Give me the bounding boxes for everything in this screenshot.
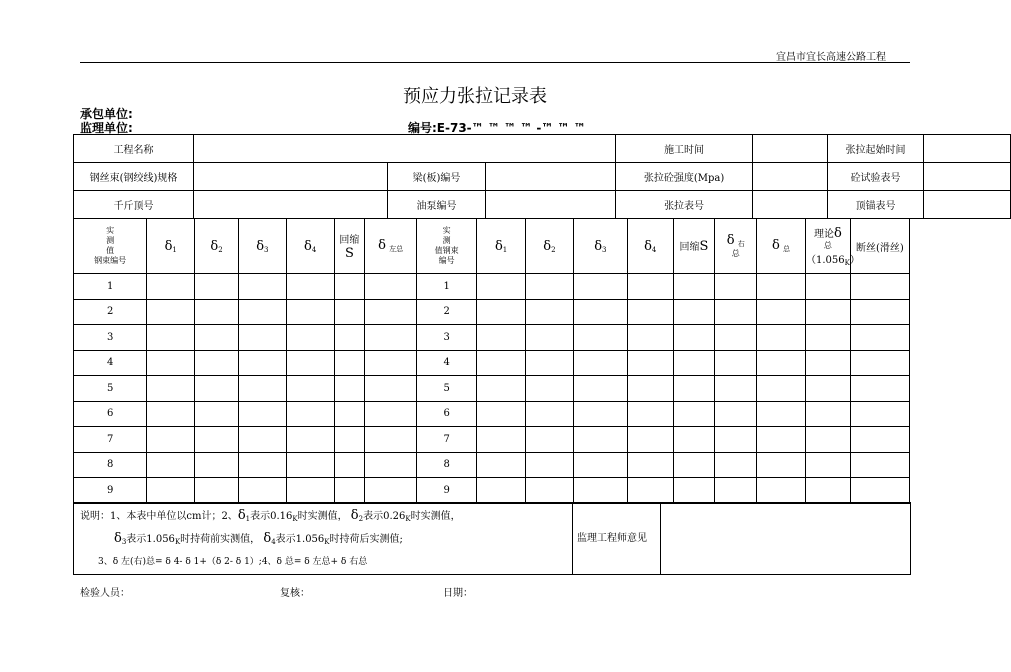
measurement-cell[interactable] (526, 376, 574, 402)
measurement-cell[interactable] (334, 427, 365, 453)
measurement-cell[interactable] (365, 401, 417, 427)
construction-time-label: 施工时间 (616, 135, 753, 163)
measurement-cell[interactable] (757, 299, 806, 325)
measurement-cell[interactable] (850, 350, 909, 376)
measurement-cell[interactable] (673, 376, 715, 402)
measurement-cell[interactable] (238, 452, 286, 478)
measurement-cell[interactable] (573, 325, 627, 351)
measurement-cell[interactable] (365, 427, 417, 453)
gauge-no-label: 张拉表号 (616, 191, 753, 219)
measurement-cell[interactable] (673, 478, 715, 504)
measurement-cell[interactable] (805, 452, 850, 478)
gauge-no-value[interactable] (753, 191, 828, 219)
supervisor-opinion-value[interactable] (661, 503, 911, 575)
header-delta3-left: $\delta_3$ (238, 219, 286, 274)
measurement-cell[interactable] (286, 478, 334, 504)
row-number-right: 3 (417, 325, 477, 351)
header-measured-right: 实 测 值钢束 编号 (417, 219, 477, 274)
notes-table (73, 502, 911, 575)
table-row (74, 299, 910, 325)
measurement-cell[interactable] (334, 376, 365, 402)
row-number-left: 5 (74, 376, 147, 402)
measurement-cell[interactable] (286, 376, 334, 402)
measurement-cell[interactable] (627, 401, 673, 427)
measurement-cell[interactable] (238, 274, 286, 300)
supervisor-label: 监理单位: (80, 121, 133, 135)
measurement-cell[interactable] (286, 401, 334, 427)
measurement-cell[interactable] (286, 325, 334, 351)
measurement-cell[interactable] (238, 325, 286, 351)
measurement-cell[interactable] (526, 452, 574, 478)
measurement-cell[interactable] (850, 478, 909, 504)
row-number-right: 7 (417, 427, 477, 453)
measurement-cell[interactable] (238, 376, 286, 402)
measurement-cell[interactable] (365, 452, 417, 478)
measurement-cell[interactable] (757, 478, 806, 504)
measurement-cell[interactable] (715, 350, 757, 376)
inspector-label: 检验人员： (80, 588, 130, 599)
measurement-cell[interactable] (805, 299, 850, 325)
test-report-value[interactable] (924, 163, 1011, 191)
measurement-cell[interactable] (526, 274, 574, 300)
measurement-cell[interactable] (238, 401, 286, 427)
jack-no-value[interactable] (194, 191, 388, 219)
measurement-cell[interactable] (715, 376, 757, 402)
measurement-cell[interactable] (365, 350, 417, 376)
contractor-label: 承包单位: (80, 107, 133, 121)
measurement-cell[interactable] (334, 401, 365, 427)
header-measured-left: 实 测 值 钢束编号 (74, 219, 147, 274)
header-delta1-right: $\delta_1$ (477, 219, 526, 274)
measurement-cell[interactable] (850, 274, 909, 300)
row-number-right: 8 (417, 452, 477, 478)
header-delta2-left: $\delta_2$ (195, 219, 239, 274)
table-row (74, 452, 910, 478)
measurement-cell[interactable] (673, 325, 715, 351)
measurement-cell[interactable] (757, 427, 806, 453)
measurement-cell[interactable] (238, 427, 286, 453)
measurement-cell[interactable] (573, 376, 627, 402)
measurement-cell[interactable] (715, 274, 757, 300)
header-retraction-right: 回缩S (673, 219, 715, 274)
test-report-label: 砼试验表号 (828, 163, 924, 191)
measurement-cell[interactable] (365, 325, 417, 351)
measurement-cell[interactable] (715, 299, 757, 325)
reviewer-label: 复核： (280, 588, 310, 599)
header-total: δ $_总$ (757, 219, 806, 274)
concrete-strength-value[interactable] (753, 163, 828, 191)
measurement-cell[interactable] (526, 325, 574, 351)
measurement-cell[interactable] (805, 401, 850, 427)
measurement-cell[interactable] (238, 350, 286, 376)
table-row (74, 274, 910, 300)
measurement-cell[interactable] (627, 376, 673, 402)
measurement-cell[interactable] (757, 274, 806, 300)
measurement-cell[interactable] (334, 452, 365, 478)
header-delta4-right: $\delta_4$ (627, 219, 673, 274)
header-rule (80, 62, 910, 63)
measurement-cell[interactable] (573, 401, 627, 427)
measurement-cell[interactable] (477, 350, 526, 376)
start-time-label: 张拉起始时间 (828, 135, 924, 163)
measurement-cell[interactable] (627, 350, 673, 376)
concrete-strength-label: 张拉砼强度(Mpa) (616, 163, 753, 191)
measurement-cell[interactable] (286, 299, 334, 325)
header-theory: 理论δ 总 $(1.056_K)$ (805, 219, 850, 274)
measurement-cell[interactable] (238, 299, 286, 325)
header-delta1-left: $\delta_1$ (147, 219, 195, 274)
header-delta2-right: $\delta_2$ (526, 219, 574, 274)
date-label: 日期： (443, 588, 473, 599)
measurement-cell[interactable] (850, 452, 909, 478)
measurement-cell[interactable] (526, 478, 574, 504)
measurement-cell[interactable] (627, 299, 673, 325)
measurement-cell[interactable] (805, 350, 850, 376)
start-time-value[interactable] (924, 135, 1011, 163)
beam-no-value[interactable] (486, 163, 616, 191)
measurement-cell[interactable] (757, 452, 806, 478)
measurement-cell[interactable] (477, 376, 526, 402)
header-delta4-left: $\delta_4$ (286, 219, 334, 274)
table-row (74, 427, 910, 453)
measurement-cell[interactable] (334, 325, 365, 351)
measurement-cell[interactable] (286, 452, 334, 478)
measurement-cell[interactable] (673, 350, 715, 376)
pump-no-label: 油泵编号 (388, 191, 486, 219)
measurement-cell[interactable] (334, 478, 365, 504)
measurement-cell[interactable] (805, 325, 850, 351)
measurement-cell[interactable] (477, 299, 526, 325)
measurement-cell[interactable] (715, 325, 757, 351)
measurement-cell[interactable] (334, 274, 365, 300)
measurement-cell[interactable] (627, 274, 673, 300)
measurement-cell[interactable] (365, 376, 417, 402)
measurement-cell[interactable] (673, 401, 715, 427)
measurement-cell[interactable] (147, 376, 195, 402)
measurement-cell[interactable] (850, 427, 909, 453)
measurement-cell[interactable] (805, 478, 850, 504)
table-row (74, 350, 910, 376)
measurement-cell[interactable] (286, 350, 334, 376)
measurement-cell[interactable] (573, 299, 627, 325)
table-row (74, 401, 910, 427)
note-line-1: 说明：1、本表中单位以cm计；2、$\delta_1$表示$0.16_K$时实测值， $\delta_2$表示$0.26_K$时实测值， (80, 507, 461, 523)
measurement-cell[interactable] (477, 427, 526, 453)
header-delta3-right: $\delta_3$ (573, 219, 627, 274)
measurement-cell[interactable] (850, 401, 909, 427)
pump-no-value[interactable] (486, 191, 616, 219)
measurement-cell[interactable] (195, 376, 239, 402)
measurement-cell[interactable] (673, 274, 715, 300)
anchor-gauge-value[interactable] (924, 191, 1011, 219)
measurement-cell[interactable] (238, 478, 286, 504)
measurement-cell[interactable] (195, 427, 239, 453)
note-line-3: 3、δ 左(右)总= δ 4- δ 1+（δ 2- δ 1）;4、δ 总= δ 左总+ δ 右总 (98, 556, 368, 567)
measurement-cell[interactable] (757, 350, 806, 376)
measurement-cell[interactable] (195, 274, 239, 300)
jack-no-label: 千斤顶号 (74, 191, 194, 219)
row-number-right: 2 (417, 299, 477, 325)
table-row (74, 376, 910, 402)
measurement-cell[interactable] (850, 376, 909, 402)
construction-time-value[interactable] (753, 135, 828, 163)
measurement-cell[interactable] (147, 299, 195, 325)
measurement-cell[interactable] (627, 325, 673, 351)
row-number-left: 1 (74, 274, 147, 300)
supervisor-opinion-label: 监理工程师意见 (573, 503, 661, 575)
measurement-cell[interactable] (147, 427, 195, 453)
measurement-cell[interactable] (477, 478, 526, 504)
notes-cell (74, 503, 573, 575)
measurement-cell[interactable] (627, 452, 673, 478)
row-number-left: 3 (74, 325, 147, 351)
project-name-label: 工程名称 (74, 135, 194, 163)
measurement-cell[interactable] (573, 274, 627, 300)
measurement-cell[interactable] (477, 325, 526, 351)
measurement-cell[interactable] (195, 401, 239, 427)
measurement-cell[interactable] (526, 299, 574, 325)
measurement-cell[interactable] (526, 427, 574, 453)
measurement-cell[interactable] (147, 274, 195, 300)
row-number-right: 9 (417, 478, 477, 504)
row-number-left: 9 (74, 478, 147, 504)
beam-no-label: 梁(板)编号 (388, 163, 486, 191)
row-number-left: 7 (74, 427, 147, 453)
measurement-cell[interactable] (147, 325, 195, 351)
measurement-cell[interactable] (286, 427, 334, 453)
number-label: 编号:E-73-™ ™ ™ ™ -™ ™ ™ (408, 121, 586, 135)
measurement-cell[interactable] (757, 376, 806, 402)
project-name-value[interactable] (194, 135, 616, 163)
header-broken-wire: 断丝(滑丝) (850, 219, 909, 274)
row-number-right: 6 (417, 401, 477, 427)
measurement-cell[interactable] (477, 274, 526, 300)
strand-spec-value[interactable] (194, 163, 388, 191)
measurement-cell[interactable] (850, 299, 909, 325)
row-number-right: 5 (417, 376, 477, 402)
header-right-total: δ $_右$ 总 (715, 219, 757, 274)
measurement-cell[interactable] (850, 325, 909, 351)
measurement-cell[interactable] (573, 478, 627, 504)
measurement-cell[interactable] (805, 274, 850, 300)
table-row (74, 325, 910, 351)
measurement-cell[interactable] (365, 274, 417, 300)
anchor-gauge-label: 顶锚表号 (828, 191, 924, 219)
measurement-cell[interactable] (195, 478, 239, 504)
note-line-2: $\delta_3$表示$1.056_K$时持荷前实测值， $\delta_4$表示$1.056_K$时持荷后实测值; (114, 530, 403, 546)
measurement-cell[interactable] (673, 299, 715, 325)
measurement-cell[interactable] (195, 452, 239, 478)
measurement-table (73, 218, 910, 504)
row-number-right: 1 (417, 274, 477, 300)
measurement-cell[interactable] (627, 478, 673, 504)
measurement-cell[interactable] (195, 325, 239, 351)
measurement-cell[interactable] (573, 427, 627, 453)
measurement-cell[interactable] (365, 478, 417, 504)
measurement-cell[interactable] (805, 427, 850, 453)
header-org: 宜昌市宜长高速公路工程 (776, 52, 886, 63)
page-title: 预应力张拉记录表 (403, 86, 547, 107)
measurement-cell[interactable] (526, 401, 574, 427)
measurement-cell[interactable] (715, 401, 757, 427)
measurement-cell[interactable] (147, 401, 195, 427)
measurement-cell[interactable] (805, 376, 850, 402)
measurement-cell[interactable] (147, 350, 195, 376)
measurement-cell[interactable] (715, 427, 757, 453)
header-retraction-left: 回缩 S (334, 219, 365, 274)
measurement-cell[interactable] (477, 401, 526, 427)
measurement-cell[interactable] (334, 299, 365, 325)
measurement-cell[interactable] (715, 478, 757, 504)
measurement-cell[interactable] (334, 350, 365, 376)
measurement-cell[interactable] (147, 452, 195, 478)
measurement-cell[interactable] (286, 274, 334, 300)
measurement-cell[interactable] (757, 401, 806, 427)
measurement-cell[interactable] (573, 350, 627, 376)
measurement-cell[interactable] (627, 427, 673, 453)
measurement-cell[interactable] (147, 478, 195, 504)
measurement-cell[interactable] (477, 452, 526, 478)
measurement-cell[interactable] (195, 350, 239, 376)
info-table (73, 134, 1011, 219)
measurement-cell[interactable] (573, 452, 627, 478)
measurement-cell[interactable] (365, 299, 417, 325)
row-number-left: 8 (74, 452, 147, 478)
row-number-left: 4 (74, 350, 147, 376)
measurement-cell[interactable] (715, 452, 757, 478)
row-number-left: 2 (74, 299, 147, 325)
measurement-cell[interactable] (673, 452, 715, 478)
measurement-cell[interactable] (195, 299, 239, 325)
measurement-cell[interactable] (526, 350, 574, 376)
measurement-cell[interactable] (757, 325, 806, 351)
row-number-right: 4 (417, 350, 477, 376)
row-number-left: 6 (74, 401, 147, 427)
measurement-cell[interactable] (673, 427, 715, 453)
header-left-total: δ $_{左总}$ (365, 219, 417, 274)
table-row (74, 478, 910, 504)
strand-spec-label: 钢丝束(钢绞线)规格 (74, 163, 194, 191)
